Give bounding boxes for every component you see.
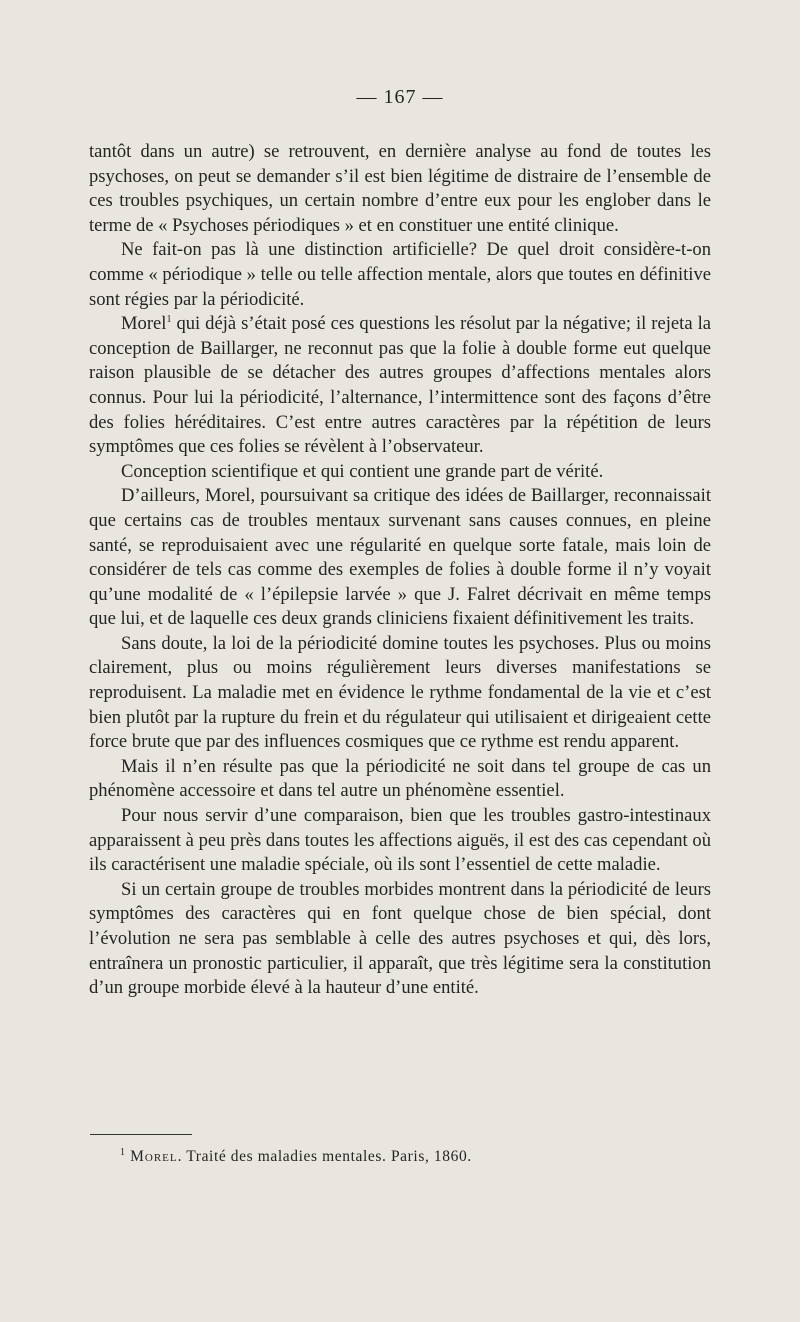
paragraph-2: Ne fait-on pas là une distinction artificielle? De quel droit considère-t-on comme « périodique » telle ou telle affection mentale, alors que toutes en définitive sont régies par la périodicité. xyxy=(89,239,711,310)
paragraph-3 xyxy=(89,312,711,460)
paragraph-7: Mais il n’en résulte pas que la périodicité ne soit dans tel groupe de cas un phénomène accessoire et dans tel autre un phénomène essentiel. xyxy=(89,755,711,802)
footnote-divider xyxy=(90,1134,192,1135)
paragraph-6: Sans doute, la loi de la périodicité domine toutes les psychoses. Plus ou moins clairement, plus ou moins régulièrement leurs diverses manifestations se reproduisent. La maladie met en évidence le rythme fondamental de la vie et c’est bien plutôt par la rupture du frein et du régulateur qui utilisaient et dirigeaient cette force brute que par des influences cosmiques que ce rythme est rendu apparent. xyxy=(89,632,711,753)
footnote-text: . Traité des maladies mentales. Paris, 1860. xyxy=(177,1148,472,1165)
paragraph-5: D’ailleurs, Morel, poursuivant sa critique des idées de Baillarger, reconnaissait que certains cas de troubles mentaux survenant sans causes connues, en pleine santé, se reproduisaient avec une régularité en quelque sorte fatale, mais loin de considérer de tels cas comme des exemples de folies à double forme il n’y voyait qu’une modalité de « l’épilepsie larvée » que J. Falret décrivait en même temps que lui, et de laquelle ces deux grands cliniciens fixaient définitivement les traits. xyxy=(89,485,711,630)
paragraph-1: tantôt dans un autre) se retrouvent, en dernière analyse au fond de toutes les psychoses, on peut se demander s’il est bien légitime de distraire de l’ensemble de ces troubles psychiques, un certain nombre d’entre eux pour les englober dans le terme de « Psychoses périodiques » et en constituer une entité clinique. xyxy=(89,141,711,236)
paragraph-3-lead: Morel xyxy=(121,313,167,335)
paragraph-3-text: qui déjà s’était posé ces questions les résolut par la négative; il rejeta la conception de Baillarger, ne reconnut pas que la folie à double forme eut quelque raison plausible de se détacher des autres groupes d’affections mentales alors connus. Pour lui la périodicité, l’alternance, l’intermittence sont des façons d’être des folies héréditaires. C’est entre autres caractères par la répétition de leurs symptômes que ces folies se révèlent à l’observateur. xyxy=(89,313,711,458)
body-text xyxy=(89,140,711,1001)
footnote xyxy=(120,1148,472,1166)
footnote-marker: 1 xyxy=(120,1146,126,1158)
footnote-reference: 1 xyxy=(166,313,172,325)
paragraph-8: Pour nous servir d’une comparaison, bien que les troubles gastro-intestinaux apparaissent à peu près dans toutes les affections aiguës, il est des cas cependant où ils caractérisent une maladie spéciale, où ils sont l’essentiel de cette maladie. xyxy=(89,805,711,876)
page-number: — 167 — xyxy=(356,86,444,108)
paragraph-4: Conception scientifique et qui contient une grande part de vérité. xyxy=(121,460,604,482)
paragraph-9: Si un certain groupe de troubles morbides montrent dans la périodicité de leurs symptômes des caractères qui en font quelque chose de bien spécial, dont l’évolution ne sera pas semblable à celle des autres psychoses et qui, dès lors, entraînera un pronostic particulier, il apparaît, que très légitime sera la constitution d’un groupe morbide élevé à la hauteur d’une entité. xyxy=(89,878,711,999)
footnote-author: Morel xyxy=(130,1148,178,1165)
